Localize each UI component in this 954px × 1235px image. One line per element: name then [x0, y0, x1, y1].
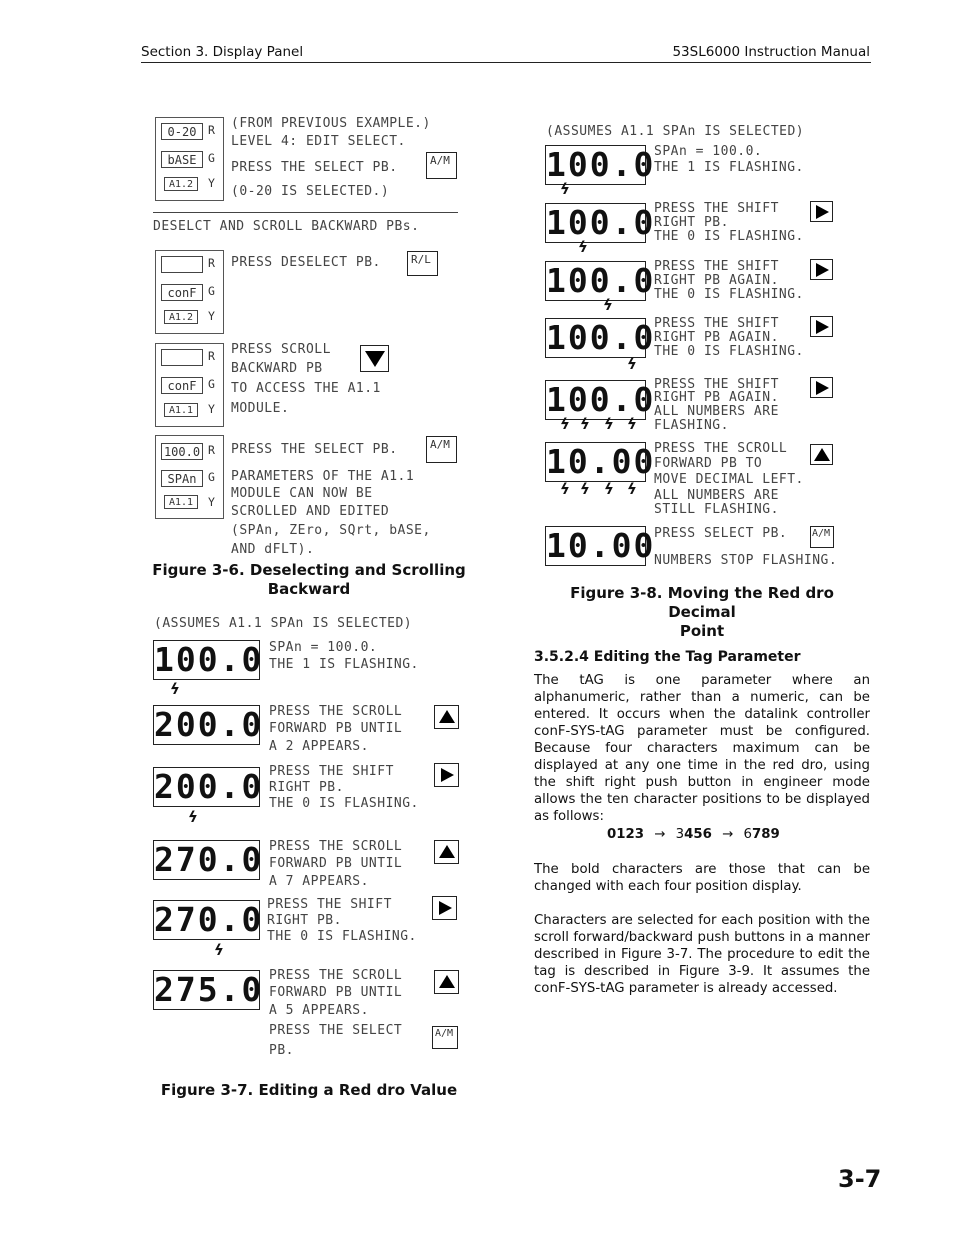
y-label: Y	[208, 176, 215, 190]
flash-icon: ϟ	[560, 415, 570, 433]
shift-right-pb-icon	[810, 201, 833, 222]
seq-part-2-plain: 3	[675, 827, 685, 842]
panel-slot-g: bASE	[161, 151, 203, 168]
fig6-step3-line-3: MODULE CAN NOW BE	[231, 486, 373, 501]
select-pb-letters: A/M	[430, 438, 450, 451]
caption-line-1: Figure 3-8. Moving the Red dro Decimal	[570, 584, 834, 621]
caption-line-2: Backward	[267, 580, 351, 598]
flash-icon: ϟ	[214, 941, 224, 959]
right-triangle-icon	[816, 320, 829, 334]
arrow-icon: →	[722, 827, 734, 842]
flash-icon: ϟ	[627, 480, 637, 498]
paragraph-2: The bold characters are those that can be changed with each four position display.	[534, 862, 870, 894]
red-dro-display: 100.0	[154, 640, 264, 679]
red-dro-display: 100.0	[546, 318, 656, 357]
fig6-step3-line-4: SCROLLED AND EDITED	[231, 504, 390, 519]
fig7-step-line: THE 0 IS FLASHING.	[267, 929, 417, 944]
flash-icon: ϟ	[578, 238, 588, 256]
panel-slot-y: A1.1	[164, 495, 198, 509]
fig8-step-line: SPAn = 100.0.	[654, 144, 763, 159]
fig8-step-line: THE 0 IS FLASHING.	[654, 344, 804, 359]
header-section: Section 3. Display Panel	[141, 44, 304, 60]
scroll-forward-pb-icon	[434, 970, 459, 994]
scroll-forward-pb-icon	[434, 840, 459, 864]
fig8-step-line: ALL NUMBERS ARE	[654, 488, 779, 503]
fig7-step-line: RIGHT PB.	[267, 913, 342, 928]
red-dro-display: 100.0	[546, 380, 656, 419]
fig7-step-line: THE 1 IS FLASHING.	[269, 657, 419, 672]
fig7-step-line: PRESS THE SHIFT	[269, 764, 394, 779]
figure-3-7-caption: Figure 3-7. Editing a Red dro Value	[160, 1081, 458, 1099]
fig8-assumes: (ASSUMES A1.1 SPAn IS SELECTED)	[546, 124, 805, 139]
fig6-intro-line-1: (FROM PREVIOUS EXAMPLE.)	[231, 116, 431, 131]
fig8-step-line: FLASHING.	[654, 418, 729, 433]
y-label: Y	[208, 309, 215, 323]
g-label: G	[208, 284, 215, 298]
indicator-panel	[155, 343, 224, 427]
fig6-intro-line-4: (0-20 IS SELECTED.)	[231, 184, 390, 199]
fig8-step-line: ALL NUMBERS ARE	[654, 404, 779, 419]
red-dro-display: 200.0	[154, 705, 264, 744]
flash-icon: ϟ	[603, 296, 613, 314]
paragraph-1: The tAG is one parameter where an alphanumeric, rather than a numeric, can be entered. It occurs when the datalink controller conF-SYS-tAG parameter must be configured. Because four characters maximum can be displayed at any one time in the red dro, using the shift right push button in engineer mode allows the ten character positions to be displayed as follows:	[534, 673, 870, 824]
fig8-step-line: NUMBERS STOP FLASHING.	[654, 553, 838, 568]
select-pb-letters: A/M	[812, 528, 831, 539]
fig8-step-line: THE 0 IS FLASHING.	[654, 229, 804, 244]
scroll-forward-pb-icon	[434, 705, 459, 729]
right-triangle-icon	[816, 381, 829, 395]
panel-slot-r: 0-20	[161, 123, 203, 140]
panel-slot-y: A1.1	[164, 403, 198, 417]
red-dro-display: 100.0	[546, 261, 656, 300]
fig8-step-line: RIGHT PB AGAIN.	[654, 273, 779, 288]
red-dro-display: 270.0	[154, 900, 264, 939]
panel-slot-g: conF	[161, 377, 203, 394]
scroll-forward-pb-icon	[810, 444, 833, 465]
panel-slot-y: A1.2	[164, 310, 198, 324]
right-triangle-icon	[439, 901, 452, 915]
right-triangle-icon	[816, 205, 829, 219]
fig6-step2-line-3: TO ACCESS THE A1.1	[231, 381, 381, 396]
right-triangle-icon	[441, 768, 454, 782]
select-pb-icon	[432, 1026, 458, 1049]
fig7-step-line: A 5 APPEARS.	[269, 1003, 369, 1018]
select-pb-icon	[810, 526, 834, 548]
shift-right-pb-icon	[810, 377, 833, 398]
up-triangle-icon	[814, 448, 830, 461]
red-dro-display: 10.00	[546, 526, 656, 565]
select-pb-letters: A/M	[430, 154, 450, 167]
fig6-step2-line-4: MODULE.	[231, 401, 290, 416]
fig7-step-line: A 2 APPEARS.	[269, 739, 369, 754]
fig6-step2-line-1: PRESS SCROLL	[231, 342, 331, 357]
fig7-assumes: (ASSUMES A1.1 SPAn IS SELECTED)	[154, 616, 413, 631]
fig6-section-title: DESELCT AND SCROLL BACKWARD PBs.	[153, 219, 420, 234]
y-label: Y	[208, 402, 215, 416]
y-label: Y	[208, 495, 215, 509]
figure-3-6-caption	[150, 561, 468, 599]
indicator-panel	[155, 435, 224, 519]
fig8-step-line: RIGHT PB AGAIN.	[654, 330, 779, 345]
shift-right-pb-icon	[434, 763, 459, 787]
fig6-step3-line-2: PARAMETERS OF THE A1.1	[231, 469, 415, 484]
fig6-step3-line-5: (SPAn, ZEro, SQrt, bASE,	[231, 523, 431, 538]
section-rule	[153, 212, 458, 213]
flash-icon: ϟ	[604, 480, 614, 498]
panel-slot-g: conF	[161, 284, 203, 301]
seq-part-3-bold: 789	[751, 827, 780, 842]
right-triangle-icon	[816, 263, 829, 277]
header-rule	[141, 62, 871, 63]
shift-right-pb-icon	[810, 316, 833, 337]
shift-right-pb-icon	[810, 259, 833, 280]
select-pb-icon	[426, 436, 457, 463]
caption-line-2: Point	[679, 622, 725, 640]
fig7-step-line: FORWARD PB UNTIL	[269, 985, 403, 1000]
r-label: R	[208, 349, 215, 363]
fig8-step-line: THE 0 IS FLASHING.	[654, 287, 804, 302]
flash-icon: ϟ	[604, 415, 614, 433]
page-number: 3-7	[838, 1165, 882, 1193]
fig7-step-line: FORWARD PB UNTIL	[269, 721, 403, 736]
select-pb-icon	[426, 152, 457, 179]
red-dro-display: 100.0	[546, 145, 656, 184]
g-label: G	[208, 151, 215, 165]
scroll-backward-pb-icon	[360, 345, 389, 372]
red-dro-display: 275.0	[154, 970, 264, 1009]
flash-icon: ϟ	[188, 808, 198, 826]
fig7-step-line: PRESS THE SCROLL	[269, 704, 403, 719]
panel-slot-r	[161, 349, 203, 366]
panel-slot-y: A1.2	[164, 177, 198, 191]
select-pb-letters: A/M	[435, 1028, 454, 1039]
fig7-step-line: SPAn = 100.0.	[269, 640, 378, 655]
fig8-step-line: RIGHT PB.	[654, 215, 729, 230]
fig8-step-line: PRESS THE SHIFT	[654, 201, 779, 216]
panel-slot-r	[161, 256, 203, 273]
caption-line-1: Figure 3-6. Deselecting and Scrolling	[152, 561, 466, 579]
up-triangle-icon	[439, 975, 455, 988]
r-label: R	[208, 443, 215, 457]
fig8-step-line: PRESS SELECT PB.	[654, 526, 788, 541]
fig7-step-line: A 7 APPEARS.	[269, 874, 369, 889]
figure-3-8-caption	[534, 584, 870, 641]
flash-icon: ϟ	[560, 180, 570, 198]
fig8-step-line: THE 1 IS FLASHING.	[654, 160, 804, 175]
r-label: R	[208, 256, 215, 270]
r-label: R	[208, 123, 215, 137]
red-dro-display: 200.0	[154, 767, 264, 806]
fig6-intro-line-3: PRESS THE SELECT PB.	[231, 160, 398, 175]
arrow-icon: →	[654, 827, 666, 842]
red-dro-display: 270.0	[154, 840, 264, 879]
seq-part-2-bold: 456	[684, 827, 712, 842]
red-dro-display: 10.00	[546, 442, 656, 481]
flash-icon: ϟ	[560, 480, 570, 498]
fig7-step-line: PB.	[269, 1043, 294, 1058]
fig7-step-line: PRESS THE SCROLL	[269, 968, 403, 983]
seq-part-3-plain: 6	[743, 827, 752, 842]
flash-icon: ϟ	[627, 355, 637, 373]
fig6-step3-line-6: AND dFLT).	[231, 542, 315, 557]
fig6-step2-line-2: BACKWARD PB	[231, 361, 323, 376]
up-triangle-icon	[439, 845, 455, 858]
flash-icon: ϟ	[627, 415, 637, 433]
fig7-step-line: THE 0 IS FLASHING.	[269, 796, 419, 811]
flash-icon: ϟ	[170, 680, 180, 698]
fig7-step-line: FORWARD PB UNTIL	[269, 856, 403, 871]
shift-right-pb-icon	[432, 896, 457, 920]
fig8-step-line: PRESS THE SHIFT	[654, 259, 779, 274]
g-label: G	[208, 470, 215, 484]
g-label: G	[208, 377, 215, 391]
red-dro-display: 100.0	[546, 203, 656, 242]
fig7-step-line: RIGHT PB.	[269, 780, 344, 795]
fig7-step-line: PRESS THE SELECT	[269, 1023, 403, 1038]
fig7-step-line: PRESS THE SHIFT	[267, 897, 392, 912]
header-manual-title: 53SL6000 Instruction Manual	[672, 44, 870, 60]
character-sequence	[607, 827, 780, 842]
paragraph-3: Characters are selected for each position with the scroll forward/backward push buttons in a manner described in Figure 3-7. The procedure to edit the tag is described in Figure 3-9. It assumes the conF-SYS-tAG parameter is already accessed.	[534, 913, 870, 996]
down-triangle-icon	[365, 351, 385, 367]
seq-part-1: 0123	[607, 827, 645, 842]
fig8-step-line: PRESS THE SHIFT	[654, 316, 779, 331]
fig6-step3-line-1: PRESS THE SELECT PB.	[231, 442, 398, 457]
fig8-step-line: MOVE DECIMAL LEFT.	[654, 472, 804, 487]
fig8-step-line: STILL FLASHING.	[654, 502, 779, 517]
deselect-pb-icon	[407, 251, 438, 276]
flash-icon: ϟ	[580, 480, 590, 498]
fig6-intro-line-2: LEVEL 4: EDIT SELECT.	[231, 134, 406, 149]
section-heading: 3.5.2.4 Editing the Tag Parameter	[534, 649, 801, 665]
fig8-step-line: PRESS THE SCROLL	[654, 441, 788, 456]
fig8-step-line: PRESS THE SHIFT	[654, 377, 779, 392]
fig6-step1-line: PRESS DESELECT PB.	[231, 255, 381, 270]
deselect-pb-letters: R/L	[411, 253, 431, 266]
flash-icon: ϟ	[580, 415, 590, 433]
up-triangle-icon	[439, 710, 455, 723]
fig8-step-line: FORWARD PB TO	[654, 456, 763, 471]
fig8-step-line: RIGHT PB AGAIN.	[654, 390, 779, 405]
panel-slot-r: 100.0	[161, 443, 203, 460]
indicator-panel	[155, 117, 224, 201]
fig7-step-line: PRESS THE SCROLL	[269, 839, 403, 854]
indicator-panel	[155, 250, 224, 334]
panel-slot-g: SPAn	[161, 470, 203, 487]
